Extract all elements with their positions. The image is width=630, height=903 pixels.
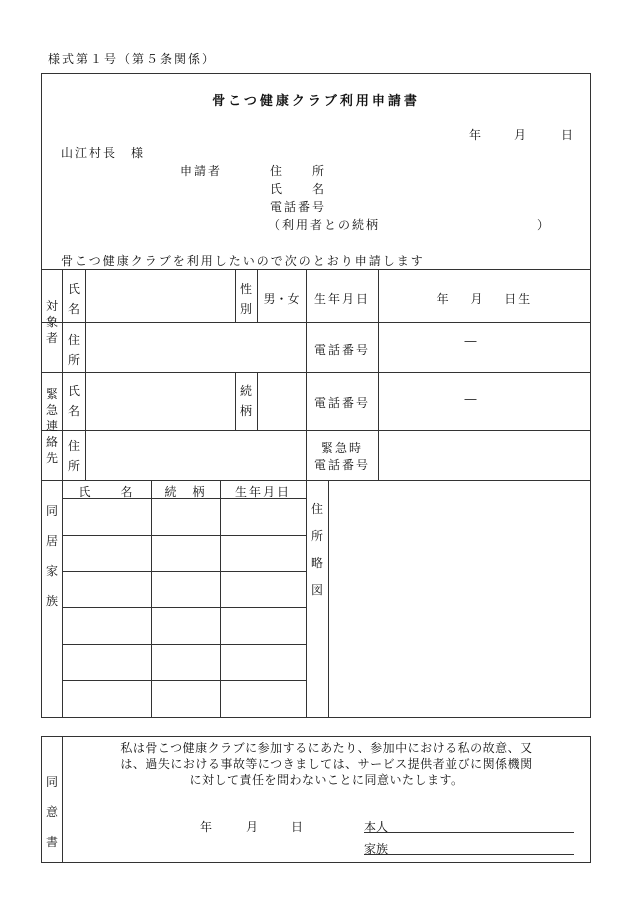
emergency-address-char: 住 xyxy=(67,439,80,453)
target-name-label xyxy=(63,279,85,319)
target-address-label xyxy=(63,330,85,370)
family-map-char: 略 xyxy=(310,556,323,570)
emergency-section-char: 連 xyxy=(45,419,58,433)
addressee: 山江村長 様 xyxy=(61,146,146,160)
family-col-relation: 続 柄 xyxy=(164,485,207,499)
consent-self-label: 本人 xyxy=(364,820,389,834)
target-name-char: 氏 xyxy=(67,282,80,296)
family-section-label xyxy=(41,496,63,616)
applicant-relation-close: ） xyxy=(537,218,550,232)
emergency-section-char: 急 xyxy=(45,403,58,417)
target-phone-label: 電話番号 xyxy=(313,343,370,357)
form-title: 骨こつ健康クラブ利用申請書 xyxy=(212,94,420,109)
family-section-char: 家 xyxy=(45,564,58,578)
consent-text-line2: は、過失における事故等につきましては、サービス提供者並びに関係機関 xyxy=(120,757,533,771)
family-row-line xyxy=(62,680,306,681)
family-col-line-2 xyxy=(220,480,221,718)
intro-text: 骨こつ健康クラブを利用したいので次のとおり申請します xyxy=(61,254,425,268)
target-section-char: 者 xyxy=(45,331,58,345)
emergency-address-char: 所 xyxy=(67,459,80,473)
consent-date-month: 月 xyxy=(246,820,259,834)
emergency-name-char: 名 xyxy=(67,404,80,418)
family-section-char: 居 xyxy=(45,534,58,548)
consent-text-line3: に対して責任を問わないことに同意いたします。 xyxy=(189,773,464,787)
family-map-char: 住 xyxy=(310,502,323,516)
applicant-phone-label: 電話番号 xyxy=(270,200,327,214)
emergency-relation-label xyxy=(235,381,257,421)
target-address-char: 所 xyxy=(67,353,80,367)
target-address-char: 住 xyxy=(67,333,80,347)
family-map-label xyxy=(306,496,328,604)
emergency-address-field[interactable] xyxy=(86,431,305,479)
target-phone-field[interactable]: ― xyxy=(464,334,477,348)
emergency-name-char: 氏 xyxy=(67,384,80,398)
family-row-line xyxy=(62,571,306,572)
emergency-phone-field[interactable]: ― xyxy=(464,392,477,406)
form-number: 様式第１号（第５条関係） xyxy=(48,52,217,66)
consent-date-day: 日 xyxy=(291,820,304,834)
consent-section-label xyxy=(41,767,63,857)
emergency-relation-field[interactable] xyxy=(258,373,305,429)
target-section-char: 対 xyxy=(45,299,58,313)
emergency-phone-label: 電話番号 xyxy=(313,396,370,410)
target-name-char: 名 xyxy=(67,302,80,316)
emergency-name-label xyxy=(63,381,85,421)
target-sex-char: 性 xyxy=(239,282,252,296)
emergency-phone2-label-1: 緊急時 xyxy=(320,441,363,455)
consent-date-year: 年 xyxy=(200,820,213,834)
emergency-address-label xyxy=(63,436,85,476)
applicant-label: 申請者 xyxy=(180,164,223,178)
consent-family-label: 家族 xyxy=(364,842,389,856)
emergency-relation-char: 続 xyxy=(239,384,252,398)
date-day: 日 xyxy=(561,128,574,142)
target-birth-label: 生年月日 xyxy=(313,292,370,306)
family-col-name: 氏 名 xyxy=(78,485,135,499)
consent-section-char: 意 xyxy=(45,805,58,819)
family-map-area[interactable] xyxy=(329,481,590,717)
consent-section-char: 同 xyxy=(45,775,58,789)
family-section-char: 族 xyxy=(45,594,58,608)
target-address-field[interactable] xyxy=(86,323,305,371)
target-section-label xyxy=(41,298,63,346)
date-month: 月 xyxy=(514,128,527,142)
target-sex-char: 別 xyxy=(239,302,252,316)
emergency-relation-char: 柄 xyxy=(239,404,252,418)
emergency-section-char: 緊 xyxy=(45,387,58,401)
family-map-char: 図 xyxy=(310,583,323,597)
applicant-address-label: 住 所 xyxy=(270,164,327,178)
family-row-line xyxy=(62,644,306,645)
emergency-section-char: 絡 xyxy=(45,435,58,449)
target-birth-field[interactable]: 年 月 日生 xyxy=(436,292,533,306)
family-col-line-1 xyxy=(151,480,152,718)
consent-family-signature-line[interactable] xyxy=(364,854,574,855)
family-row-line xyxy=(62,535,306,536)
emergency-phone2-field[interactable] xyxy=(379,431,590,479)
emergency-name-field[interactable] xyxy=(86,373,234,429)
target-section-char: 象 xyxy=(45,315,58,329)
target-name-field[interactable] xyxy=(86,270,234,321)
family-row-line xyxy=(62,607,306,608)
family-col-birth: 生年月日 xyxy=(234,485,291,499)
date-year: 年 xyxy=(469,128,482,142)
target-sex-options[interactable]: 男・女 xyxy=(263,292,300,306)
applicant-name-label: 氏 名 xyxy=(270,182,327,196)
family-section-char: 同 xyxy=(45,504,58,518)
consent-section-char: 書 xyxy=(45,835,58,849)
emergency-section-label xyxy=(41,386,63,466)
emergency-phone2-label-2: 電話番号 xyxy=(313,458,370,472)
consent-self-signature-line[interactable] xyxy=(364,832,574,833)
emergency-section-char: 先 xyxy=(45,451,58,465)
consent-text-line1: 私は骨こつ健康クラブに参加するにあたり、参加中における私の故意、又 xyxy=(120,741,533,755)
target-sex-label xyxy=(235,279,257,319)
family-map-char: 所 xyxy=(310,529,323,543)
applicant-relation-label: （利用者との続柄 xyxy=(268,218,381,232)
